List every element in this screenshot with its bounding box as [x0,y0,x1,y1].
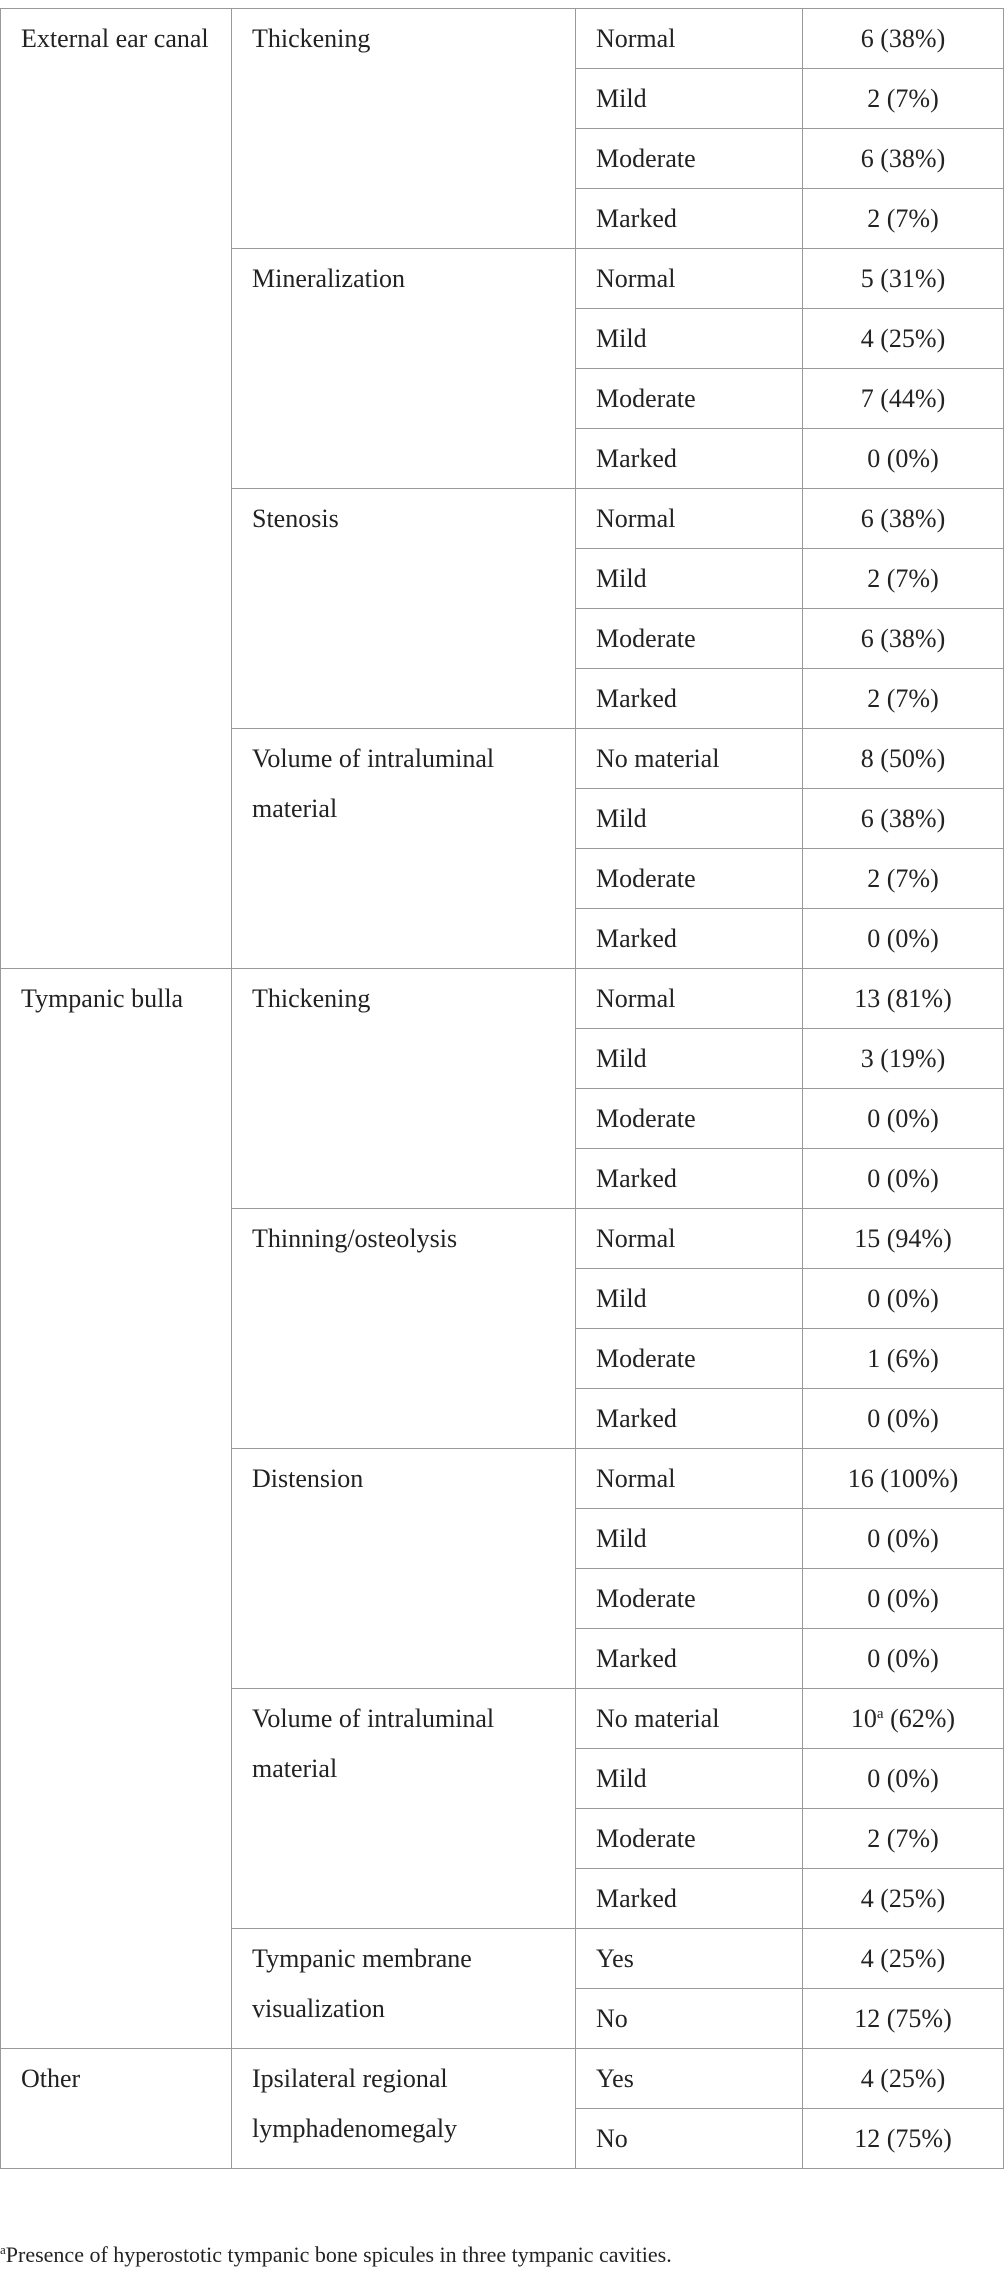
value-cell: 4 (25%) [803,309,1004,369]
value-cell: 4 (25%) [803,1929,1004,1989]
grade-cell: Marked [576,1389,803,1449]
value-cell: 8 (50%) [803,729,1004,789]
table-footnote [0,2242,672,2268]
table-row [1,9,1004,69]
grade-cell: Moderate [576,609,803,669]
grade-cell: Marked [576,429,803,489]
grade-cell: Normal [576,969,803,1029]
grade-cell: Marked [576,1149,803,1209]
grade-cell: No material [576,729,803,789]
feature-cell: Volume of intraluminal material [232,1689,576,1929]
value-cell: 4 (25%) [803,1869,1004,1929]
value-cell: 5 (31%) [803,249,1004,309]
grade-cell: Mild [576,1749,803,1809]
grade-cell: Mild [576,789,803,849]
results-table [0,8,1004,2169]
feature-cell: Thickening [232,969,576,1209]
grade-cell: Marked [576,189,803,249]
value-cell: 6 (38%) [803,789,1004,849]
grade-cell: Mild [576,1509,803,1569]
region-cell: External ear canal [1,9,232,969]
value-cell: 0 (0%) [803,429,1004,489]
value-cell: 7 (44%) [803,369,1004,429]
value-cell: 2 (7%) [803,69,1004,129]
value-cell [803,1689,1004,1749]
value-cell: 12 (75%) [803,1989,1004,2049]
feature-cell: Volume of intraluminal material [232,729,576,969]
grade-cell: No material [576,1689,803,1749]
grade-cell: Moderate [576,369,803,429]
value-cell: 0 (0%) [803,1629,1004,1689]
grade-cell: Marked [576,669,803,729]
feature-cell: Thickening [232,9,576,249]
grade-cell: Moderate [576,129,803,189]
value-percent: (62%) [883,1703,956,1733]
footnote-marker: a [0,2242,6,2257]
value-cell: 1 (6%) [803,1329,1004,1389]
value-cell: 15 (94%) [803,1209,1004,1269]
grade-cell: Mild [576,309,803,369]
value-cell: 6 (38%) [803,609,1004,669]
value-cell: 6 (38%) [803,489,1004,549]
value-cell: 0 (0%) [803,1089,1004,1149]
value-cell: 0 (0%) [803,1509,1004,1569]
feature-cell: Thinning/osteolysis [232,1209,576,1449]
value-cell: 2 (7%) [803,549,1004,609]
grade-cell: Mild [576,69,803,129]
grade-cell: Moderate [576,1809,803,1869]
grade-cell: Normal [576,1449,803,1509]
grade-cell: Moderate [576,1569,803,1629]
grade-cell: No [576,2109,803,2169]
grade-cell: Yes [576,1929,803,1989]
table-row [1,969,1004,1029]
feature-cell: Mineralization [232,249,576,489]
value-cell: 4 (25%) [803,2049,1004,2109]
value-cell: 0 (0%) [803,1149,1004,1209]
value-cell: 0 (0%) [803,1269,1004,1329]
grade-cell: Mild [576,1269,803,1329]
grade-cell: Moderate [576,849,803,909]
value-cell: 6 (38%) [803,129,1004,189]
value-cell: 3 (19%) [803,1029,1004,1089]
grade-cell: Normal [576,249,803,309]
results-table-body [1,9,1004,2169]
table-row [1,2049,1004,2109]
value-cell: 2 (7%) [803,189,1004,249]
grade-cell: Marked [576,1869,803,1929]
grade-cell: Mild [576,1029,803,1089]
grade-cell: Mild [576,549,803,609]
grade-cell: Moderate [576,1329,803,1389]
feature-cell: Tympanic membrane visualization [232,1929,576,2049]
region-cell: Other [1,2049,232,2169]
grade-cell: Normal [576,9,803,69]
value-cell: 2 (7%) [803,1809,1004,1869]
value-cell: 13 (81%) [803,969,1004,1029]
value-count: 10 [850,1703,877,1733]
value-cell: 2 (7%) [803,849,1004,909]
region-cell: Tympanic bulla [1,969,232,2049]
grade-cell: Marked [576,1629,803,1689]
grade-cell: Normal [576,1209,803,1269]
value-cell: 2 (7%) [803,669,1004,729]
footnote-text: Presence of hyperostotic tympanic bone spicules in three tympanic cavities. [5,2242,672,2267]
footnote-marker: a [876,1705,884,1722]
feature-cell: Stenosis [232,489,576,729]
grade-cell: Normal [576,489,803,549]
value-cell: 0 (0%) [803,1749,1004,1809]
grade-cell: Yes [576,2049,803,2109]
value-cell: 0 (0%) [803,1389,1004,1449]
feature-cell: Ipsilateral regional lymphadenomegaly [232,2049,576,2169]
grade-cell: Moderate [576,1089,803,1149]
grade-cell: Marked [576,909,803,969]
value-cell: 0 (0%) [803,909,1004,969]
grade-cell: No [576,1989,803,2049]
value-cell: 16 (100%) [803,1449,1004,1509]
feature-cell: Distension [232,1449,576,1689]
value-cell: 12 (75%) [803,2109,1004,2169]
value-cell: 0 (0%) [803,1569,1004,1629]
value-cell: 6 (38%) [803,9,1004,69]
